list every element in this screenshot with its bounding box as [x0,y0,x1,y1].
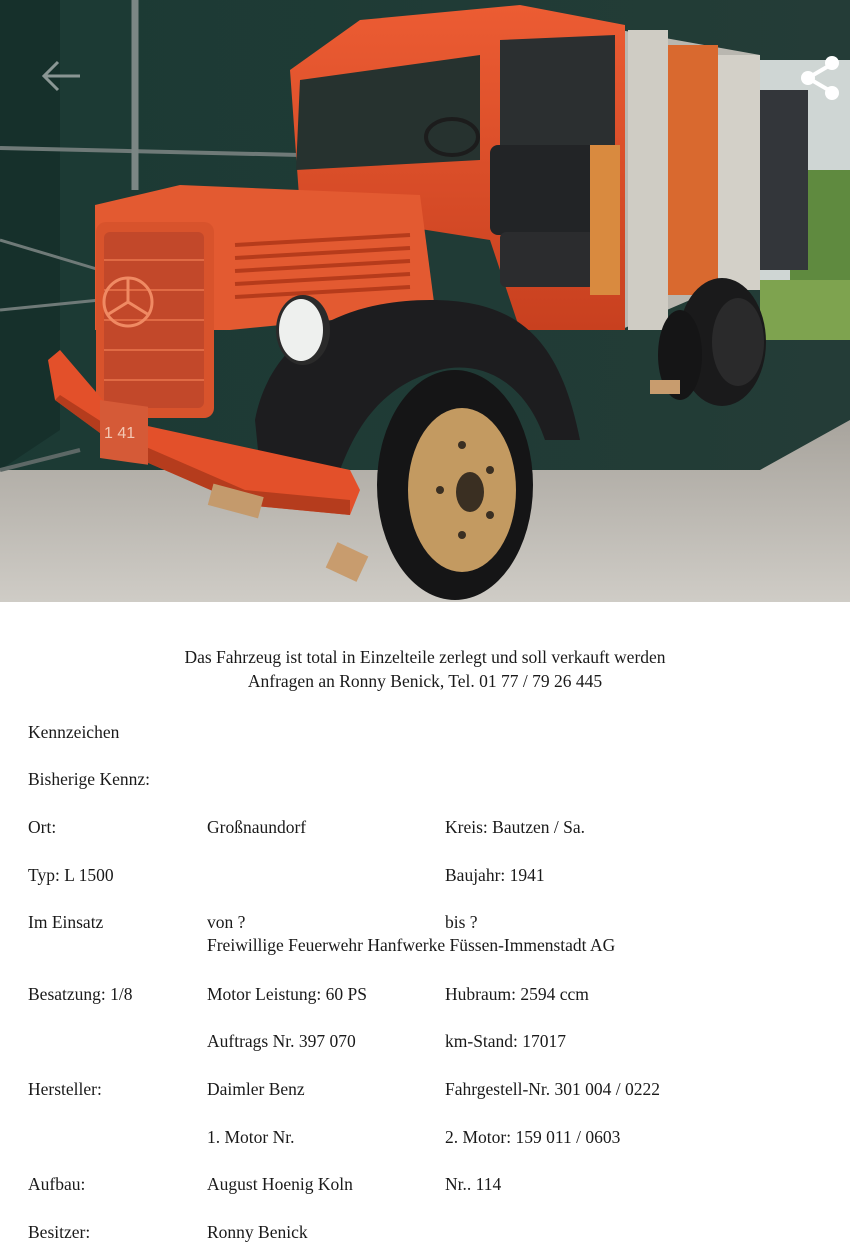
motor-leistung-value: Motor Leistung: 60 PS [207,984,367,1004]
hubraum-value: Hubraum: 2594 ccm [445,984,589,1004]
truck-photo [0,0,850,602]
share-icon[interactable] [796,52,844,104]
bisherige-kennz-label: Bisherige Kennz: [28,769,150,789]
grille-plate-text: 1 41 [104,425,136,442]
hersteller-value: Daimler Benz [207,1079,305,1099]
einsatz-label: Im Einsatz [28,912,104,932]
besatzung-label: Besatzung: 1/8 [28,984,133,1004]
kreis-value: Kreis: Bautzen / Sa. [445,817,585,837]
aufbau-label: Aufbau: [28,1174,86,1194]
caption-line-2: Anfragen an Ronny Benick, Tel. 01 77 / 79 26 445 [247,671,603,691]
motor-2-value: 2. Motor: 159 011 / 0603 [445,1127,621,1147]
einsatz-bis: bis ? [445,912,478,932]
motor-1-label: 1. Motor Nr. [207,1127,295,1147]
km-stand-value: km-Stand: 17017 [445,1031,567,1051]
besitzer-label: Besitzer: [28,1222,91,1242]
ort-label: Ort: [28,817,57,837]
truck-illustration [0,0,850,602]
hersteller-label: Hersteller: [28,1079,102,1099]
fahrgestell-nr-value: Fahrgestell-Nr. 301 004 / 0222 [445,1079,661,1099]
baujahr-value: Baujahr: 1941 [445,865,545,885]
aufbau-nr-value: Nr.. 114 [445,1174,502,1194]
einsatz-detail: Freiwillige Feuerwehr Hanfwerke Füssen-Immenstadt AG [207,935,616,955]
aufbau-value: August Hoenig Koln [207,1174,353,1194]
einsatz-von: von ? [207,912,246,932]
auftrags-nr-value: Auftrags Nr. 397 070 [207,1031,356,1051]
ort-value: Großnaundorf [207,817,307,837]
besitzer-value: Ronny Benick [207,1222,308,1242]
caption-line-1: Das Fahrzeug ist total in Einzelteile zerlegt und soll verkauft werden [184,647,666,667]
back-arrow-icon[interactable] [38,56,84,96]
kennzeichen-label: Kennzeichen [28,722,120,742]
typ-label: Typ: L 1500 [28,865,114,885]
